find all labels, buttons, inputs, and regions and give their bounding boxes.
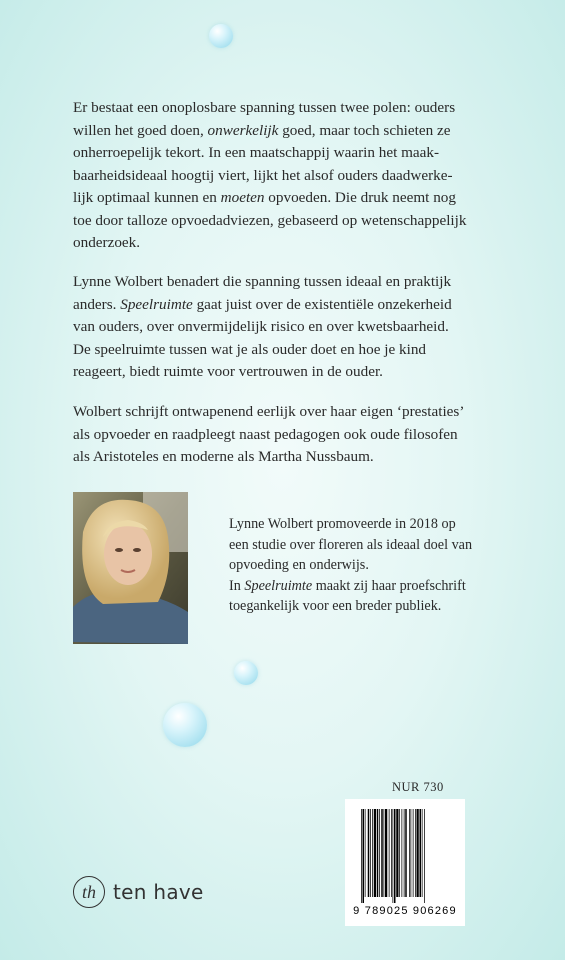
barcode-bar: [394, 809, 396, 903]
text-line: als Aristoteles en moderne als Martha Nussbaum.: [73, 448, 374, 465]
barcode: [345, 799, 465, 926]
text-line: als opvoeder en raadpleegt naast pedagogen ook oude filosofen: [73, 425, 458, 443]
bio-line: In Speelruimte maakt zij haar proefschrift: [229, 577, 466, 594]
publisher-logo: [73, 876, 204, 908]
barcode-bar: [361, 809, 362, 903]
text-line: van ouders, over onvermijdelijk risico en over kwetsbaarheid.: [73, 318, 449, 335]
text-line: anders. Speelruimte gaat juist over de existentiële onzekerheid: [73, 295, 452, 313]
barcode-bar: [411, 809, 412, 897]
barcode-bar: [399, 809, 400, 897]
barcode-bars: [361, 809, 451, 903]
barcode-bar: [396, 809, 398, 897]
barcode-bar: [413, 809, 414, 897]
barcode-bar: [365, 809, 366, 897]
text-line: reageert, biedt ruimte voor vertrouwen in de ouder.: [73, 363, 383, 380]
nur-code: NUR 730: [392, 780, 444, 794]
barcode-bar: [363, 809, 365, 903]
text-line: baarheidsideaal hoogtij viert, lijkt het alsof ouders daadwerke-: [73, 166, 453, 184]
blurb-paragraph-3: [73, 401, 493, 469]
bubble-top: [209, 24, 233, 48]
bio-line: toegankelijk voor een breder publiek.: [229, 598, 442, 614]
bubble-large: [163, 703, 207, 747]
blurb-paragraph-1: [73, 97, 493, 255]
author-portrait-image: [73, 492, 188, 644]
barcode-bar: [384, 809, 385, 897]
barcode-bar: [374, 809, 376, 897]
barcode-bar: [368, 809, 370, 897]
bubble-small: [234, 661, 258, 685]
barcode-bar: [391, 809, 392, 897]
bio-line: Lynne Wolbert promoveerde in 2018 op: [229, 516, 456, 532]
bio-line: een studie over floreren als ideaal doel van: [229, 536, 473, 553]
barcode-bar: [409, 809, 410, 897]
bio-line: opvoeding en onderwijs.: [229, 557, 369, 573]
barcode-bar: [402, 809, 403, 897]
text-line: onderzoek.: [73, 234, 141, 251]
publisher-mark-icon: th: [73, 876, 105, 908]
barcode-bar: [379, 809, 380, 897]
barcode-bar: [381, 809, 383, 897]
text-line: Wolbert schrijft ontwapenend eerlijk over haar eigen ‘prestaties’: [73, 403, 465, 420]
text-line: willen het goed doen, onwerkelijk goed, maar toch schieten ze: [73, 121, 451, 139]
barcode-bar: [415, 809, 416, 897]
barcode-bar: [405, 809, 407, 897]
barcode-bar: [393, 809, 394, 903]
barcode-bar: [370, 809, 371, 897]
barcode-bar: [389, 809, 390, 897]
author-bio: [229, 514, 509, 617]
text-line: Er bestaat een onoplosbare spanning tussen twee polen: ouders: [73, 99, 456, 116]
barcode-bar: [420, 809, 422, 897]
text-line: Lynne Wolbert benadert die spanning tussen ideaal en praktijk: [73, 273, 452, 290]
text-line: toe door talloze opvoedadviezen, gebaseerd op wetenschappelijk: [73, 211, 467, 229]
text-line: lijk optimaal kunnen en moeten opvoeden. Die druk neemt nog: [73, 189, 456, 206]
barcode-bar: [372, 809, 373, 897]
blurb-paragraph-2: [73, 271, 493, 384]
barcode-bar: [377, 809, 379, 897]
text-line: onherroepelijk tekort. In een maatschappij waarin het maak-: [73, 144, 440, 161]
barcode-bar: [385, 809, 387, 897]
isbn-number: 9 789025 906269: [353, 905, 457, 917]
barcode-bar: [422, 809, 423, 897]
barcode-bar: [424, 809, 425, 903]
publisher-name: ten have: [113, 880, 204, 904]
barcode-bar: [404, 809, 405, 897]
text-line: De speelruimte tussen wat je als ouder doet en hoe je kind: [73, 340, 427, 358]
barcode-bar: [417, 809, 419, 897]
author-photo: [73, 492, 188, 644]
